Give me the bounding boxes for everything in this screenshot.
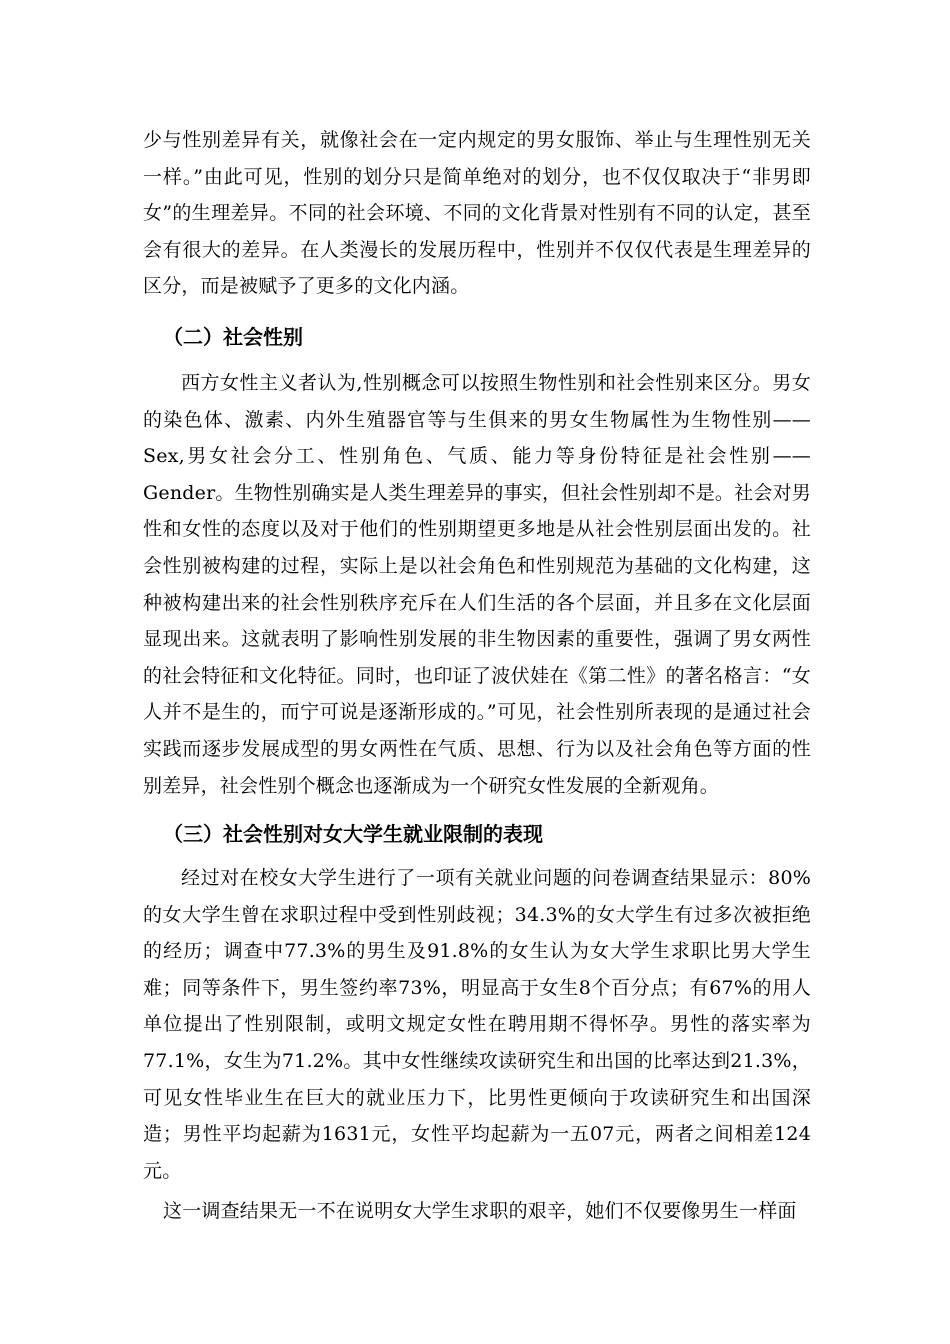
section-heading-2: （二）社会性别 — [163, 324, 303, 349]
paragraph-1: 少与性别差异有关，就像社会在一定内规定的男女服饰、举止与生理性别无关一样。”由此可见，性别的划分只是简单绝对的划分，也不仅仅取决于“非男即女”的生理差异。不同的社会环境、不同的文化背景对性别有不同的认定，甚至会有很大的差异。在人类漫长的发展历程中，性别并不仅仅代表是生理差异的区分，而是被赋予了更多的文化内涵。 — [143, 129, 811, 298]
paragraph-2: 西方女性主义者认为,性别概念可以按照生物性别和社会性别来区分。男女的染色体、激素、内外生殖器官等与生俱来的男女生物属性为生物性别——Sex,男女社会分工、性别角色、气质、能力等身份特征是社会性别——Gender。生物性别确实是人类生理差异的事实，但社会性别却不是。社会对男性和女性的态度以及对于他们的性别期望更多地是从社会性别层面出发的。社会性别被构建的过程，实际上是以社会角色和性别规范为基础的文化构建，这种被构建出来的社会性别秩序充斥在人们生活的各个层面，并且多在文化层面显现出来。这就表明了影响性别发展的非生物因素的重要性，强调了男女两性的社会特征和文化特征。同时，也印证了波伏娃在《第二性》的著名格言：“女人并不是生的，而宁可说是逐渐形成的。”可见，社会性别所表现的是通过社会实践而逐步发展成型的男女两性在气质、思想、行为以及社会角色等方面的性别差异，社会性别个概念也逐渐成为一个研究女性发展的全新观角。 — [143, 371, 811, 797]
section-heading-3: （三）社会性别对女大学生就业限制的表现 — [163, 822, 543, 847]
document-body — [143, 122, 811, 1230]
paragraph-4: 这一调查结果无一不在说明女大学生求职的艰辛，她们不仅要像男生一样面 — [163, 1200, 797, 1223]
paragraph-3: 经过对在校女大学生进行了一项有关就业问题的问卷调查结果显示：80%的女大学生曾在求职过程中受到性别歧视；34.3%的女大学生有过多次被拒绝的经历；调查中77.3%的男生及91.8%的女生认为女大学生求职比男大学生难；同等条件下，男生签约率73%，明显高于女生8个百分点；有67%的用人单位提出了性别限制，或明文规定女性在聘用期不得怀孕。男性的落实率为77.1%，女生为71.2%。其中女性继续攻读研究生和出国的比率达到21.3%，可见女性毕业生在巨大的就业压力下，比男性更倾向于攻读研究生和出国深造；男性平均起薪为1631元，女性平均起薪为一五07元，两者之间相差124元。 — [143, 867, 811, 1182]
